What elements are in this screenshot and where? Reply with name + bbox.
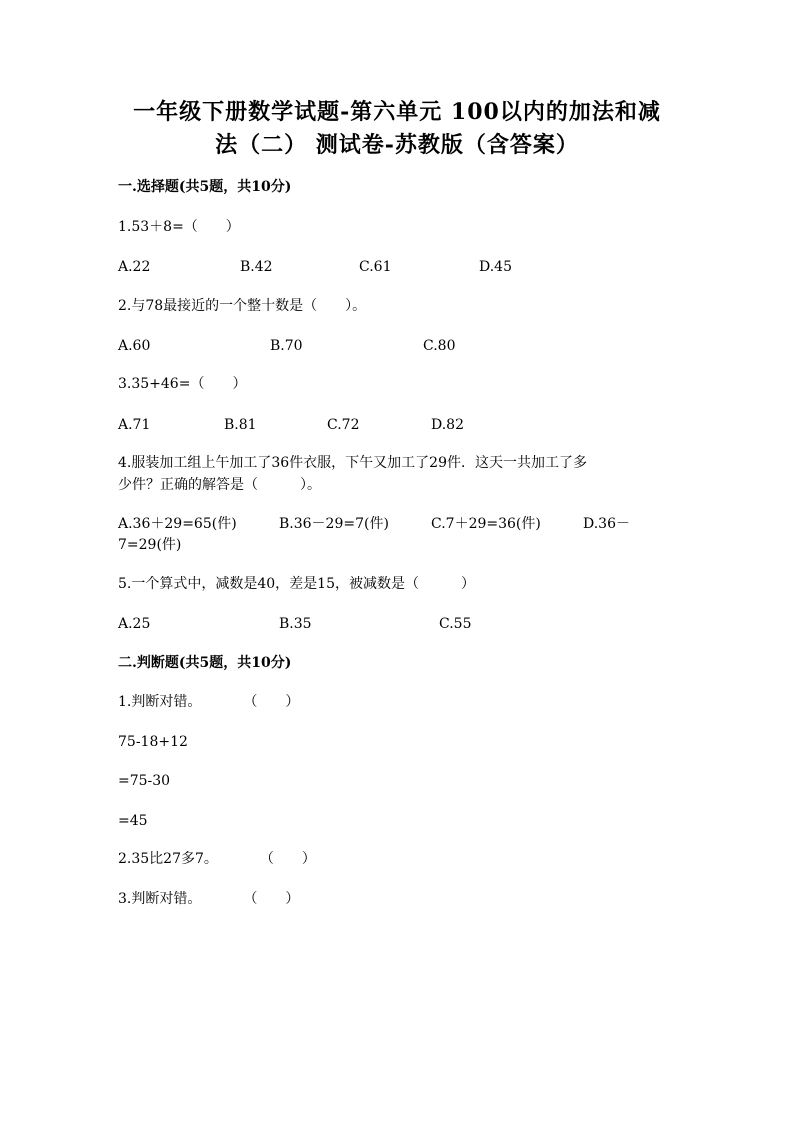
question-2-stem: 2.与78最接近的一个整十数是（ ）。: [118, 298, 367, 314]
question-4-stem-line-2: 少件？正确的解答是（ ）。: [118, 477, 321, 493]
question-4-option-d: D.36－: [583, 516, 630, 532]
question-5-option-a: A.25: [118, 616, 151, 632]
question-4-option-c: C.7＋29=36(件): [431, 516, 541, 532]
question-4-option-a: A.36＋29=65(件): [118, 516, 237, 532]
question-1-option-b: B.42: [240, 259, 273, 275]
judge-question-1-line-3: =45: [118, 813, 148, 829]
question-3-option-a: A.71: [118, 417, 151, 433]
judge-question-1-line-2: =75-30: [118, 773, 171, 789]
judge-question-1-stem: 1.判断对错。 （ ）: [118, 694, 300, 710]
question-4-stem-line-1: 4.服装加工组上午加工了36件衣服，下午又加工了29件．这天一共加工了多: [118, 455, 587, 471]
question-2-option-c: C.80: [423, 338, 456, 354]
question-1-option-c: C.61: [359, 259, 392, 275]
question-5-option-b: B.35: [279, 616, 312, 632]
page-title-line-1: 一年级下册数学试题-第六单元 100以内的加法和减: [133, 99, 661, 125]
judge-question-1-line-1: 75-18+12: [118, 734, 188, 750]
question-5-stem: 5.一个算式中，减数是40，差是15，被减数是（ ）: [118, 576, 475, 592]
question-3-option-d: D.82: [431, 417, 464, 433]
question-5-option-c: C.55: [439, 616, 472, 632]
question-4-option-b: B.36－29=7(件): [279, 516, 389, 532]
judge-question-3-stem: 3.判断对错。 （ ）: [118, 891, 300, 907]
question-1-option-a: A.22: [118, 259, 151, 275]
section-heading-true-false: 二.判断题(共5题，共10分): [118, 655, 292, 671]
question-1-option-d: D.45: [479, 259, 512, 275]
question-2-option-b: B.70: [270, 338, 303, 354]
question-1-stem: 1.53＋8=（ ）: [118, 219, 240, 235]
page-title-line-2: 法（二） 测试卷-苏教版（含答案）: [215, 132, 579, 158]
question-3-stem: 3.35+46=（ ）: [118, 376, 247, 392]
question-3-option-c: C.72: [327, 417, 360, 433]
question-2-option-a: A.60: [118, 338, 151, 354]
judge-question-2-stem: 2.35比27多7。 （ ）: [118, 851, 316, 867]
section-heading-multiple-choice: 一.选择题(共5题，共10分): [118, 179, 292, 195]
question-4-option-d-wrap: 7=29(件): [118, 537, 182, 553]
question-3-option-b: B.81: [224, 417, 257, 433]
